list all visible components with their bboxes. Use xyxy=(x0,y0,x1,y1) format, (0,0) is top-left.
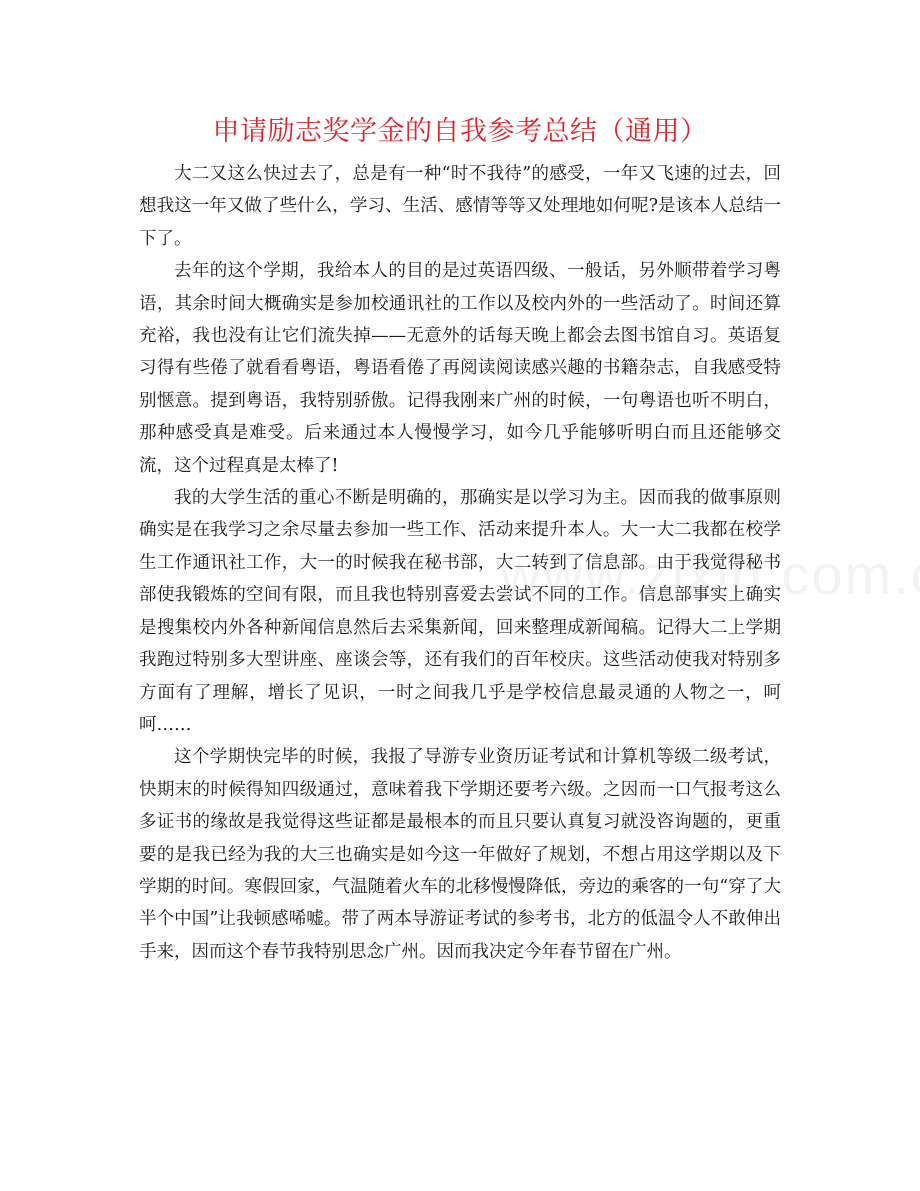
paragraph-1: 大二又这么快过去了，总是有一种“时不我待”的感受，一年又飞速的过去，回想我这一年又做了些什么，学习、生活、感情等等又处理地如何呢?是该本人总结一下了。 xyxy=(139,164,781,249)
document-body xyxy=(139,158,781,968)
document-title: 申请励志奖学金的自我参考总结（通用） xyxy=(212,116,708,147)
paragraph-2: 去年的这个学期，我给本人的目的是过英语四级、一般话，另外顺带着学习粤语，其余时间大概确实是参加校通讯社的工作以及校内外的一些活动了。时间还算充裕，我也没有让它们流失掉——无意外的话每天晚上都会去图书馆自习。英语复习得有些倦了就看看粤语，粤语看倦了再阅读阅读感兴趣的书籍杂志，自我感受特别惬意。提到粤语，我特别骄傲。记得我刚来广州的时候，一句粤语也听不明白，那种感受真是难受。后来通过本人慢慢学习，如今几乎能够听明白而且还能够交流，这个过程真是太棒了! xyxy=(139,261,781,476)
paragraph-4: 这个学期快完毕的时候，我报了导游专业资历证考试和计算机等级二级考试，快期末的时候得知四级通过，意味着我下学期还要考六级。之因而一口气报考这么多证书的缘故是我觉得这些证都是最根本的而且只要认真复习就没咨询题的，更重要的是我已经为我的大三也确实是如今这一年做好了规划，不想占用这学期以及下学期的时间。寒假回家，气温随着火车的北移慢慢降低，旁边的乘客的一句“穿了大半个中国”让我顿感唏嘘。带了两本导游证考试的参考书，北方的低温令人不敢伸出手来，因而这个春节我特别思念广州。因而我决定今年春节留在广州。 xyxy=(139,747,781,962)
paragraph-3: 我的大学生活的重心不断是明确的，那确实是以学习为主。因而我的做事原则确实是在我学习之余尽量去参加一些工作、活动来提升本人。大一大二我都在校学生工作通讯社工作，大一的时候我在秘书部，大二转到了信息部。由于我觉得秘书部使我锻炼的空间有限，而且我也特别喜爱去尝试不同的工作。信息部事实上确实是搜集校内外各种新闻信息然后去采集新闻，回来整理成新闻稿。记得大二上学期我跑过特别多大型讲座、座谈会等，还有我们的百年校庆。这些活动使我对特别多方面有了理解，增长了见识，一时之间我几乎是学校信息最灵通的人物之一，呵呵…… xyxy=(139,488,781,735)
